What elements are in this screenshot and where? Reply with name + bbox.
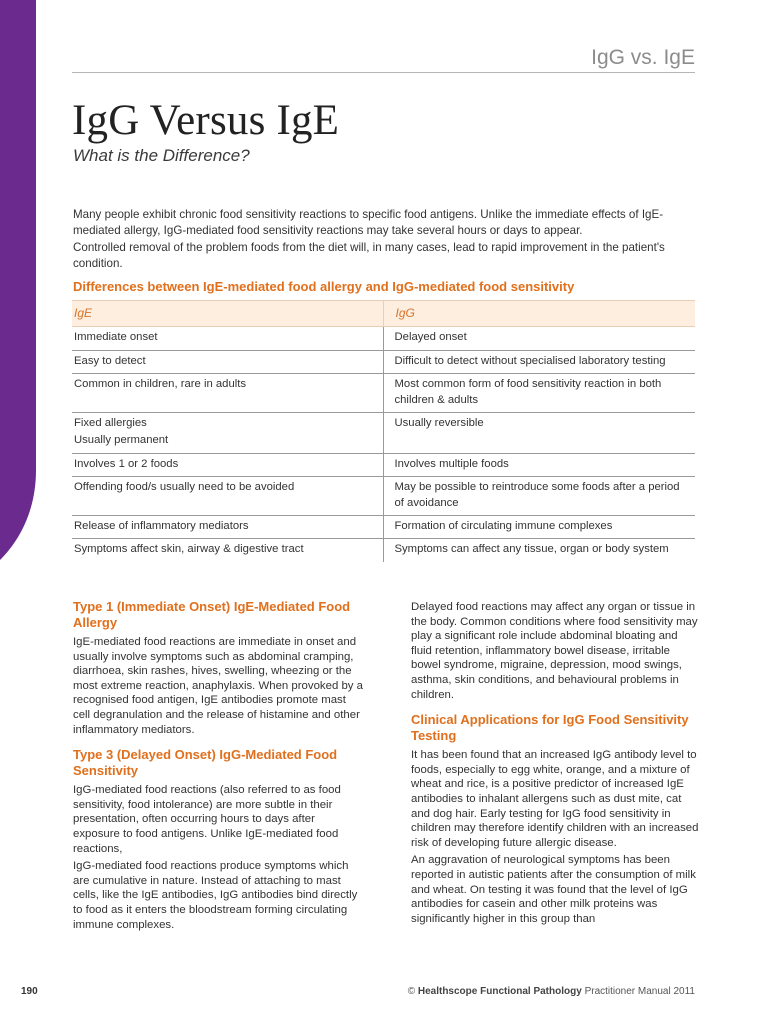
table-cell: Involves multiple foods bbox=[383, 453, 695, 476]
left-column bbox=[73, 599, 363, 935]
column-header-ige: IgE bbox=[72, 301, 383, 327]
table-row bbox=[72, 539, 695, 562]
table-cell: Symptoms affect skin, airway & digestive tract bbox=[74, 543, 304, 556]
table-cell: May be possible to reintroduce some foods after a period of avoidance bbox=[383, 477, 695, 516]
table-cell: Usually reversible bbox=[383, 413, 695, 454]
table-cell: Formation of circulating immune complexes bbox=[383, 516, 695, 539]
table-row bbox=[72, 350, 695, 373]
table-header-row bbox=[72, 301, 695, 327]
right-column bbox=[411, 600, 699, 929]
table-cell bbox=[72, 413, 383, 454]
table-cell: Release of inflammatory mediators bbox=[72, 516, 383, 539]
delayed-reactions-paragraph: Delayed food reactions may affect any organ or tissue in the body. Common conditions where food sensitivity may play a significant role include abdominal bloating and fluid retention, inflammatory bowel disease, irritable bowel syndrome, migraine, depression, mood swings, asthma, skin conditions, and behavioural problems in children. bbox=[411, 601, 698, 701]
intro-paragraph: Many people exhibit chronic food sensitivity reactions to specific food antigens. Unlike the immediate effects of IgE-mediated allergy, IgG-mediated food sensitivity reactions may take several hours or days to appear. bbox=[73, 208, 664, 237]
page-number: 190 bbox=[21, 986, 38, 997]
footer-brand: Healthscope Functional Pathology bbox=[417, 986, 582, 997]
table-row bbox=[72, 374, 695, 413]
table-cell-line: Fixed allergies bbox=[74, 417, 147, 430]
page-title: IgG Versus IgE bbox=[72, 97, 340, 144]
table-row bbox=[72, 516, 695, 539]
table-cell: Symptoms can affect any tissue, organ or body system bbox=[383, 539, 695, 562]
table-heading: Differences between IgE-mediated food allergy and IgG-mediated food sensitivity bbox=[73, 279, 575, 294]
comparison-table bbox=[72, 300, 695, 562]
type1-paragraph: IgE-mediated food reactions are immediate in onset and usually involve symptoms such as abdominal cramping, diarrhoea, skin rashes, hives, swelling, wheezing or the most extreme reaction, anaphylaxis. When provoked by a recognised food antigen, IgE antibodies promote mast cell degranulation and the release of histamine and other inflammatory mediators. bbox=[73, 636, 363, 736]
table-row bbox=[72, 453, 695, 476]
table-cell: Immediate onset bbox=[72, 327, 383, 350]
clinical-paragraph: It has been found that an increased IgG antibody level to foods, especially to egg white, orange, and a mixture of wheat and rice, is a positive predictor of increased IgE antibodies to inhalant allergens such as dust mite, cat and dog hair. Early testing for IgG food sensitivity in children may therefore identify children with an increased risk of developing future allergic disease. bbox=[411, 749, 699, 849]
type3-heading: Type 3 (Delayed Onset) IgG-Mediated Food Sensitivity bbox=[73, 747, 338, 779]
copyright-symbol: © bbox=[407, 986, 416, 997]
table-cell: Easy to detect bbox=[72, 350, 383, 373]
purple-side-tab bbox=[0, 0, 36, 560]
footer bbox=[408, 986, 695, 997]
page-subtitle: What is the Difference? bbox=[73, 146, 250, 165]
running-header: IgG vs. IgE bbox=[591, 46, 695, 69]
table-cell: Delayed onset bbox=[383, 327, 695, 350]
table-row bbox=[72, 477, 695, 516]
type1-heading: Type 1 (Immediate Onset) IgE-Mediated Food Allergy bbox=[73, 599, 351, 630]
table-row bbox=[72, 413, 695, 454]
table-cell: Difficult to detect without specialised laboratory testing bbox=[383, 350, 695, 373]
column-header-igg: IgG bbox=[383, 301, 695, 327]
table-cell: Common in children, rare in adults bbox=[72, 374, 383, 413]
clinical-paragraph: An aggravation of neurological symptoms has been reported in autistic patients after the consumption of milk and wheat. On testing it was found that the level of IgG antibodies for casein and other milk proteins was significantly higher in this group than bbox=[411, 854, 696, 925]
table-cell: Involves 1 or 2 foods bbox=[72, 453, 383, 476]
footer-manual: Practitioner Manual 2011 bbox=[584, 986, 695, 997]
table-cell: Most common form of food sensitivity reaction in both children & adults bbox=[383, 374, 695, 413]
intro-section bbox=[73, 207, 698, 273]
type3-paragraph: IgG-mediated food reactions produce symptoms which are cumulative in nature. Instead of attaching to mast cells, like the IgE antibodies, IgG antibodies bind directly to food as it enters the bloodstream forming circulating immune complexes. bbox=[73, 860, 358, 931]
intro-paragraph: Controlled removal of the problem foods from the diet will, in many cases, lead to rapid improvement in the patient's condition. bbox=[73, 241, 665, 270]
table-row bbox=[72, 327, 695, 350]
table-cell-line: Usually permanent bbox=[74, 434, 169, 447]
clinical-applications-heading: Clinical Applications for IgG Food Sensitivity Testing bbox=[411, 712, 689, 744]
header-divider bbox=[72, 72, 695, 73]
table-cell: Offending food/s usually need to be avoided bbox=[72, 477, 383, 516]
type3-paragraph: IgG-mediated food reactions (also referred to as food sensitivity, food intolerance) are more subtle in their presentation, often occurring hours to days after exposure to food antigens. Unlike IgE-mediated food reactions, bbox=[73, 784, 341, 855]
